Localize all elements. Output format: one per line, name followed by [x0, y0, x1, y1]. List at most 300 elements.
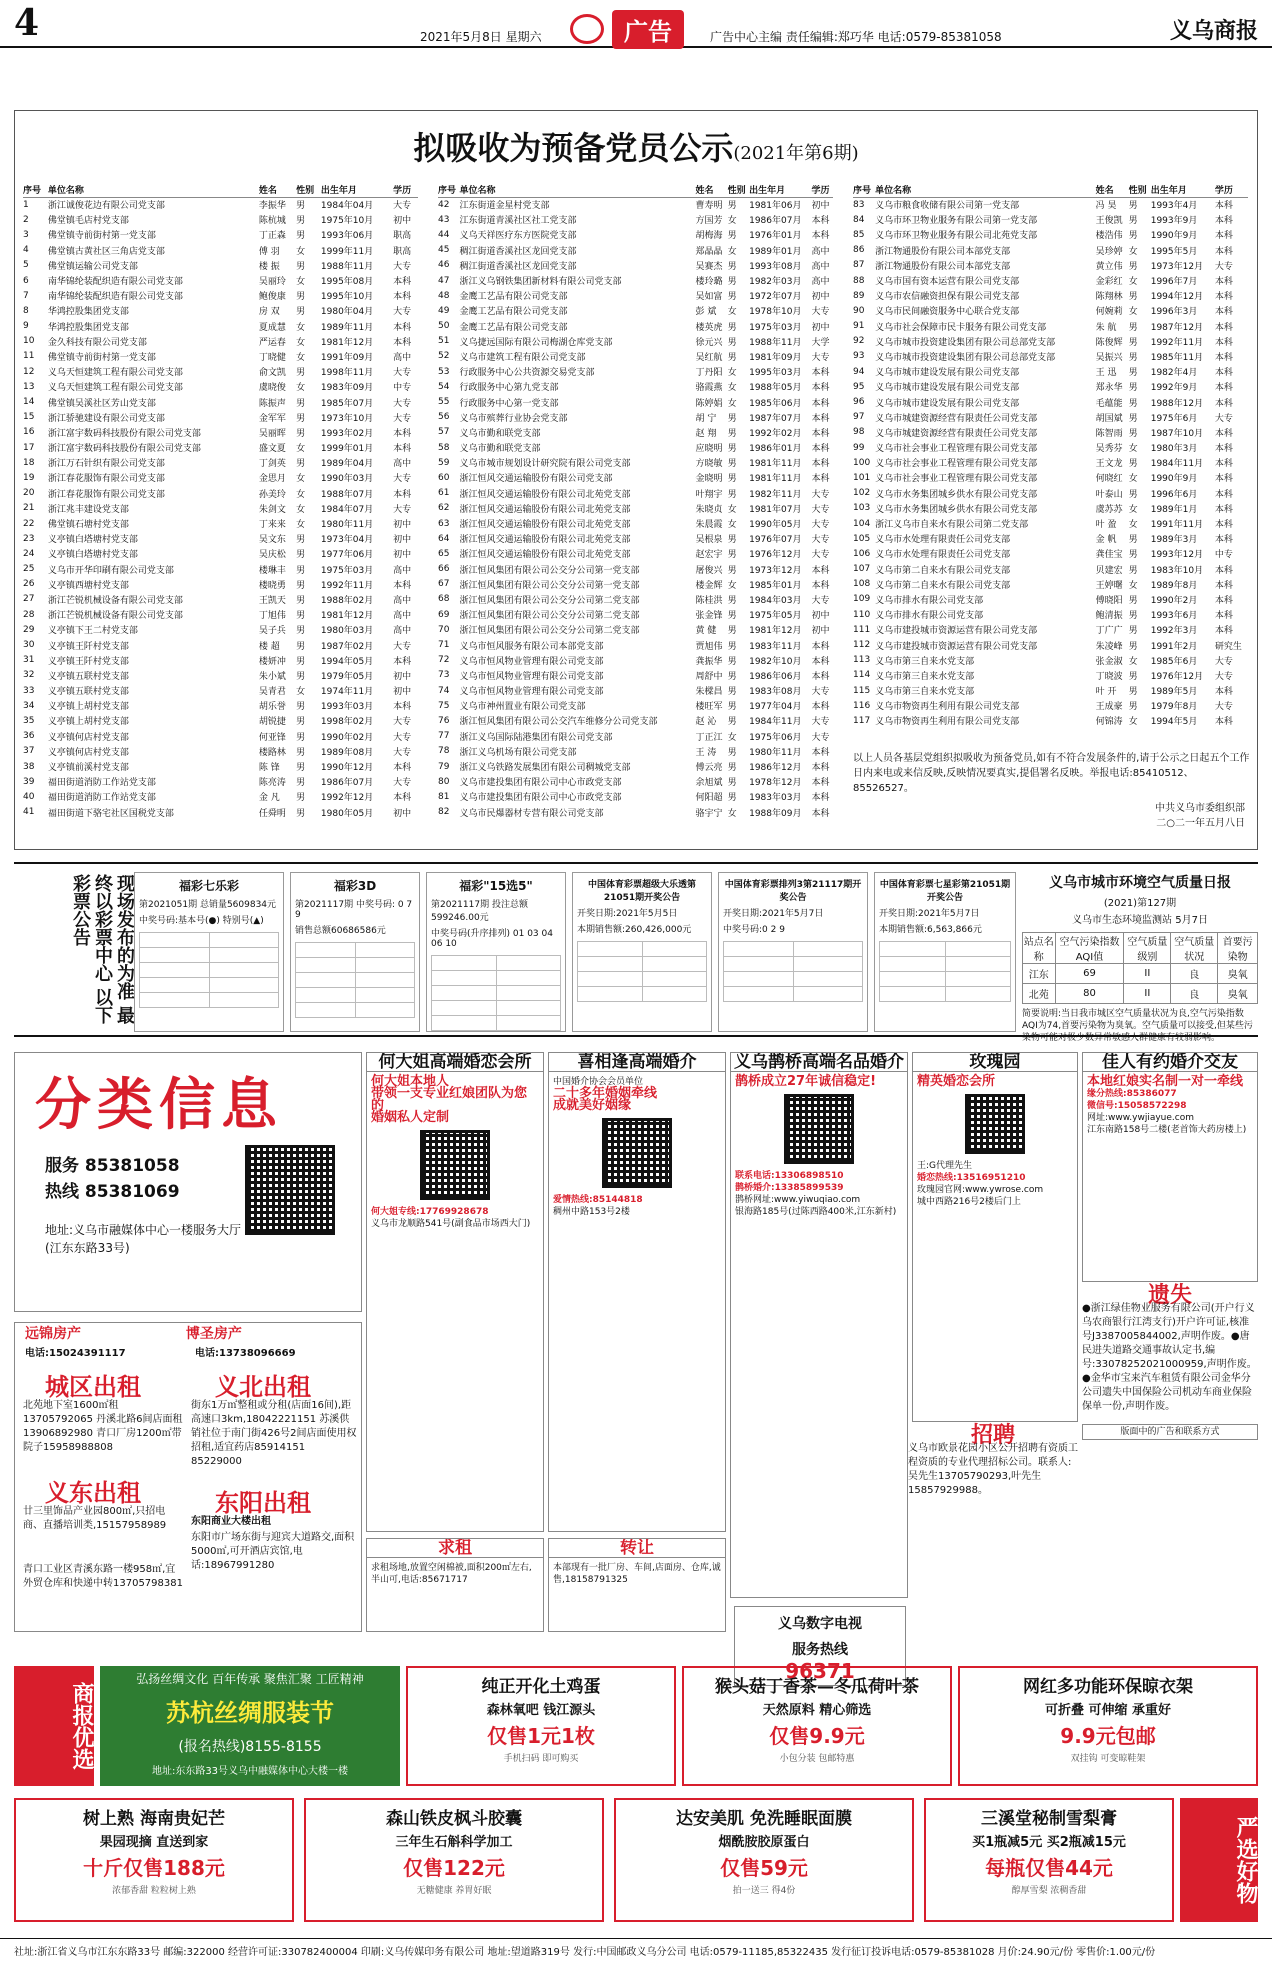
table-cell: 1982年10月 — [749, 656, 802, 667]
table-cell: 1981年07月 — [749, 504, 802, 515]
table-cell: 15 — [23, 412, 35, 423]
table-row — [23, 546, 418, 561]
table-row — [853, 546, 1248, 561]
table-cell: 1989年08月 — [320, 747, 374, 758]
table-row — [23, 698, 418, 713]
table-cell: 本科 — [1214, 580, 1233, 591]
table-cell: 65 — [438, 548, 450, 559]
table-row — [853, 319, 1248, 334]
table-cell: 福田街道下骆宅社区国税党支部 — [47, 808, 174, 819]
air-quality-table: 站点名称 空气污染指数AQI值 空气质量级别 空气质量状况 首要污染物 江东 69 II 良 臭氧 北苑 80 II 良 臭氧 — [1022, 932, 1258, 1004]
table-cell: 98 — [853, 427, 865, 438]
table-row — [438, 622, 833, 637]
table-cell: 楼金辉 — [695, 580, 723, 591]
table-row — [853, 288, 1248, 303]
table-cell: 黄 健 — [695, 626, 717, 637]
table-cell: 高中 — [393, 595, 412, 606]
table-cell: 1991年2月 — [1150, 641, 1198, 652]
table-cell: 本科 — [1214, 292, 1233, 303]
table-cell: 1994年12月 — [1150, 292, 1204, 303]
table-cell: 吴子兵 — [258, 626, 286, 637]
notice-signature: 中共义乌市委组织部 二○二一年五月八日 — [1155, 803, 1245, 829]
table-cell: 109 — [853, 594, 871, 605]
table-cell: 义亭镇西塘村党支部 — [47, 580, 129, 591]
table-row — [23, 243, 418, 258]
table-cell: 初中 — [393, 808, 412, 819]
product-ad[interactable]: 猴头菇丁香茶—冬瓜荷叶茶 天然原料 精心筛选 仅售9.9元 小包分装 包邮特惠 — [682, 1666, 952, 1786]
lottery-box: 中国体育彩票超级大乐透第21051期开奖公告 开奖日期:2021年5月5日 本期销售额:260,426,000元 — [572, 872, 712, 1032]
table-cell: 1975年06月 — [749, 732, 802, 743]
table-cell: 1991年09月 — [320, 352, 374, 363]
table-cell: 浙江兆丰建设党支部 — [47, 504, 129, 515]
table-cell: 吴珍婷 — [1095, 246, 1123, 257]
table-cell: 1976年12月 — [1150, 671, 1204, 682]
table-cell: 1982年11月 — [749, 489, 802, 500]
table-row — [23, 683, 418, 698]
notice-column-3 — [853, 183, 1248, 729]
table-cell: 85 — [853, 229, 865, 240]
table-cell: 1979年05月 — [320, 671, 374, 682]
table-cell: 本科 — [1214, 504, 1233, 515]
table-cell: 本科 — [1214, 322, 1233, 333]
table-cell: 男 — [296, 535, 306, 546]
qr-code-icon — [420, 1130, 490, 1200]
table-cell: 义乌市开华印刷有限公司党支部 — [47, 565, 174, 576]
table-cell: 女 — [296, 322, 306, 333]
table-cell: 19 — [23, 472, 35, 483]
table-cell: 男 — [296, 307, 306, 318]
table-cell: 66 — [438, 564, 450, 575]
table-cell: 丁广广 — [1095, 626, 1123, 637]
table-cell: 男 — [727, 565, 737, 576]
table-cell: 男 — [296, 747, 306, 758]
notice-header-cell: 性别 — [1129, 183, 1151, 197]
table-cell: 周舒中 — [695, 671, 723, 682]
table-cell: 34 — [23, 700, 35, 711]
classified-title: 分类信息 — [35, 1072, 283, 1138]
table-cell: 张金淑 — [1095, 656, 1123, 667]
table-cell: 1990年9月 — [1150, 474, 1198, 485]
table-cell: 1974年11月 — [320, 687, 374, 698]
notice-table — [23, 183, 418, 820]
table-cell: 义乌市水务集团城乡供水有限公司党支部 — [875, 504, 1038, 515]
table-cell: 方国芳 — [695, 216, 723, 227]
table-cell: 男 — [1128, 368, 1138, 379]
table-cell: 1978年12月 — [749, 778, 802, 789]
table-cell: 82 — [438, 807, 450, 818]
table-cell: 1999年11月 — [320, 246, 374, 257]
table-cell: 1993年02月 — [320, 428, 374, 439]
table-cell: 职高 — [393, 246, 412, 257]
table-cell: 中专 — [393, 383, 412, 394]
table-cell: 男 — [296, 231, 306, 242]
table-row — [438, 303, 833, 318]
table-cell: 大专 — [393, 398, 412, 409]
table-cell: 朱 航 — [1095, 322, 1117, 333]
table-cell: 27 — [23, 594, 35, 605]
table-cell: 1984年11月 — [1150, 459, 1204, 470]
table-cell: 大专 — [811, 520, 830, 531]
table-cell: 93 — [853, 351, 865, 362]
table-cell: 浙江骄驰建设有限公司党支部 — [47, 413, 165, 424]
digital-tv-hotline: 义乌数字电视 服务热线 96371 — [734, 1606, 906, 1686]
table-cell: 楼 振 — [258, 261, 280, 272]
table-cell: 男 — [296, 292, 306, 303]
table-cell: 104 — [853, 518, 871, 529]
table-cell: 男 — [1128, 201, 1138, 212]
table-cell: 1973年12月 — [749, 565, 802, 576]
table-cell: 大专 — [393, 504, 412, 515]
table-cell: 1981年12月 — [320, 611, 374, 622]
table-row — [438, 273, 833, 288]
notice-header-cell: 序号 — [853, 183, 875, 197]
notice-header-cell: 出生年月 — [1151, 183, 1215, 197]
table-cell: 本科 — [393, 580, 412, 591]
table-row — [853, 349, 1248, 364]
table-cell: 浙江恒风集团有限公司公交分公司第二党支部 — [459, 595, 640, 606]
table-cell: 36 — [23, 731, 35, 742]
table-cell: 1987年07月 — [749, 413, 802, 424]
product-ad[interactable]: 纯正开化土鸡蛋 森林氧吧 钱江源头 仅售1元1枚 手机扫码 即可购买 — [406, 1666, 676, 1786]
table-cell: 女 — [727, 520, 737, 531]
table-cell: 房 双 — [258, 307, 280, 318]
table-cell: 骆宇宁 — [695, 808, 723, 819]
table-cell: 大专 — [393, 201, 412, 212]
table-cell: 胡锐捷 — [258, 717, 286, 728]
table-cell: 84 — [853, 214, 865, 225]
table-cell: 本科 — [1214, 307, 1233, 318]
table-cell: 本科 — [393, 322, 412, 333]
table-cell: 浙江物通股份有限公司本部党支部 — [875, 246, 1011, 257]
table-cell: 义乌市恒风物业管理有限公司党支部 — [459, 671, 604, 682]
table-cell: 52 — [438, 351, 450, 362]
table-cell: 32 — [23, 670, 35, 681]
table-cell: 9 — [23, 321, 29, 332]
table-row — [853, 258, 1248, 273]
table-cell: 义亭镇上胡村党支部 — [47, 717, 129, 728]
table-row — [23, 379, 418, 394]
table-cell: 浙江恒风集团有限公司公交分公司第二党支部 — [459, 626, 640, 637]
table-cell: 71 — [438, 640, 450, 651]
table-cell: 初中 — [811, 626, 830, 637]
table-cell: 37 — [23, 746, 35, 757]
table-cell: 男 — [1128, 671, 1138, 682]
table-cell: 义乌市物资再生利用有限公司党支部 — [875, 717, 1020, 728]
table-cell: 女 — [1128, 277, 1138, 288]
table-cell: 本科 — [1214, 231, 1233, 242]
table-cell: 本科 — [393, 428, 412, 439]
table-cell: 浙江义乌市自来水有限公司第二党支部 — [875, 520, 1029, 531]
table-cell: 女 — [1128, 504, 1138, 515]
table-cell: 义乌市恒风物业管理有限公司党支部 — [459, 656, 604, 667]
matchmaking-ad: 义乌鹊桥高端名品婚介 鹊桥成立27年诚信稳定! 联系电话:13306898510 鹊桥婚介:13385899539 鹊桥网址:www.yiwuqiao.com 银海路185号(过陈西路400米,江东新村) — [730, 1052, 908, 1598]
table-cell: 初中 — [811, 292, 830, 303]
table-row — [23, 592, 418, 607]
table-row — [23, 486, 418, 501]
table-row — [853, 607, 1248, 622]
table-cell: 王俊凯 — [1095, 216, 1123, 227]
table-row — [23, 364, 418, 379]
table-cell: 105 — [853, 533, 871, 544]
table-row — [23, 440, 418, 455]
table-cell: 54 — [438, 381, 450, 392]
table-cell: 吴丽晖 — [258, 428, 286, 439]
table-cell: 112 — [853, 640, 871, 651]
table-cell: 行政服务中心第一党支部 — [459, 398, 559, 409]
table-cell: 义乌市城市建设发展有限公司党支部 — [875, 368, 1020, 379]
table-row — [23, 334, 418, 349]
table-cell: 胡国斌 — [1095, 413, 1123, 424]
table-cell: 大专 — [811, 504, 830, 515]
table-cell: 1983年03月 — [749, 793, 802, 804]
table-cell: 义乌市粮食收储有限公司第一党支部 — [875, 201, 1020, 212]
table-cell: 赵 沁 — [695, 717, 717, 728]
table-cell: 1984年07月 — [320, 504, 374, 515]
table-cell: 吴青君 — [258, 687, 286, 698]
table-cell: 大专 — [393, 778, 412, 789]
table-cell: 吴根泉 — [695, 535, 723, 546]
product-ad[interactable]: 树上熟 海南贵妃芒 果园现摘 直送到家 十斤仅售188元 浓郁香甜 粒粒树上熟 — [14, 1798, 294, 1922]
table-row — [23, 744, 418, 759]
table-cell: 男 — [296, 201, 306, 212]
table-cell: 大专 — [811, 595, 830, 606]
table-cell: 39 — [23, 776, 35, 787]
table-cell: 111 — [853, 624, 871, 635]
rental-heading: 义北出租 — [215, 1372, 311, 1401]
table-cell: 40 — [23, 791, 35, 802]
table-cell: 义乌市建筑工程有限公司党支部 — [459, 352, 586, 363]
table-cell: 女 — [1128, 520, 1138, 531]
table-cell: 28 — [23, 609, 35, 620]
table-cell: 何晓红 — [1095, 474, 1123, 485]
table-row — [23, 729, 418, 744]
table-cell: 朱樑昌 — [695, 687, 723, 698]
table-cell: 大专 — [1214, 671, 1233, 682]
table-cell: 108 — [853, 579, 871, 590]
table-cell: 1988年02月 — [320, 595, 374, 606]
table-cell: 1993年9月 — [1150, 216, 1198, 227]
page-footer: 社址:浙江省义乌市江东东路33号 邮编:322000 经营许可证:330782400004 印刷:义乌传媒印务有限公司 地址:望道路319号 发行:中国邮政义乌分公司 电话:0579-11185,85322435 发行征订投诉电话:0579-85381028 月价:24.90元/份 零售价:1.00元/份 — [0, 1938, 1272, 1960]
table-cell: 43 — [438, 214, 450, 225]
table-cell: 男 — [727, 489, 737, 500]
table-cell: 本科 — [393, 489, 412, 500]
table-cell: 1981年11月 — [749, 459, 802, 470]
table-cell: 初中 — [811, 322, 830, 333]
table-cell: 大专 — [393, 413, 412, 424]
table-cell: 虞苏苏 — [1095, 504, 1123, 515]
table-cell: 21 — [23, 503, 35, 514]
table-cell: 1992年11月 — [320, 580, 374, 591]
table-cell: 楼玲璐 — [695, 277, 723, 288]
table-cell: 男 — [296, 702, 306, 713]
table-cell: 1998年02月 — [320, 717, 374, 728]
table-row — [23, 562, 418, 577]
table-row — [438, 227, 833, 242]
table-cell: 女 — [296, 687, 306, 698]
table-row — [438, 789, 833, 804]
table-cell: 4 — [23, 245, 29, 256]
table-row — [23, 425, 418, 440]
table-cell: 吴文东 — [258, 535, 286, 546]
table-cell: 义乌市恒风服务有限公司本部党支部 — [459, 641, 604, 652]
tag-right: 严选好物 — [1180, 1798, 1258, 1922]
notice-header-cell: 序号 — [438, 183, 459, 197]
lottery-box: 中国体育彩票排列3第21117期开奖公告 开奖日期:2021年5月7日 中奖号码:0 2 9 — [718, 872, 868, 1032]
table-cell: 1986年12月 — [749, 763, 802, 774]
issue-date: 2021年5月8日 星期六 — [420, 30, 542, 44]
table-row — [438, 744, 833, 759]
table-cell: 义乌市勤和联党支部 — [459, 444, 541, 455]
table-cell: 大专 — [811, 535, 830, 546]
table-cell: 福田街道消防工作站党支部 — [47, 778, 156, 789]
table-cell: 115 — [853, 685, 871, 696]
table-cell: 佛堂镇寺前街村第一党支部 — [47, 352, 156, 363]
table-cell: 男 — [727, 793, 737, 804]
table-cell: 义乌市排水有限公司党支部 — [875, 595, 984, 606]
table-cell: 91 — [853, 321, 865, 332]
matchmaking-ad: 何大姐高端婚恋会所 何大姐本地人 带领一支专业红娘团队为您的 婚姻私人定制 何大姐专线:17769928678 义乌市龙顺路541号(副食品市场西大门) — [366, 1052, 544, 1532]
table-cell: 男 — [296, 428, 306, 439]
table-cell: 楼 超 — [258, 641, 280, 652]
table-cell: 女 — [1128, 580, 1138, 591]
table-cell: 男 — [1128, 352, 1138, 363]
lottery-box: 福彩"15选5" 第2021117期 投注总额599246.00元 中奖号码(升序排列) 01 03 04 06 10 — [426, 872, 566, 1032]
table-cell: 38 — [23, 761, 35, 772]
table-row — [438, 729, 833, 744]
table-row — [438, 759, 833, 774]
table-cell: 男 — [727, 641, 737, 652]
table-cell: 郑晶晶 — [695, 246, 723, 257]
table-cell: 男 — [296, 656, 306, 667]
table-cell: 35 — [23, 715, 35, 726]
table-row — [853, 713, 1248, 728]
lost-notice: 遗失 ●浙江绿佳物业服务有限公司(开户行义乌农商银行江湾支行)开户许可证,核准号J3387005844002,声明作废。●唐民进失道路交通事故认定书,编号:33078252021000959,声明作废。●金华市宝来汽车租赁有限公司金华分公司遗失中国保险公司机动车商业保险保单一份,声明作废。 版面中的广告和联系方式 — [1082, 1288, 1258, 1632]
table-cell: 1982年03月 — [749, 277, 802, 288]
table-cell: 86 — [853, 245, 865, 256]
table-row — [438, 668, 833, 683]
table-cell: 1990年12月 — [320, 763, 374, 774]
table-cell: 职高 — [393, 231, 412, 242]
hiring-notice: 招聘 义乌市欧景花园小区公开招聘有资质工程资质的专业代理招标公司。联系人:吴先生13705790293,叶先生15857929988。 — [908, 1422, 1078, 1496]
table-cell: 丁来来 — [258, 520, 286, 531]
table-cell: 本科 — [1214, 687, 1233, 698]
table-cell: 男 — [1128, 337, 1138, 348]
table-cell: 女 — [296, 444, 306, 455]
table-row — [853, 592, 1248, 607]
table-cell: 男 — [727, 413, 737, 424]
table-cell: 本科 — [1214, 368, 1233, 379]
table-row — [438, 394, 833, 409]
table-cell: 男 — [727, 201, 737, 212]
product-ad[interactable]: 森山铁皮枫斗胶囊 三年生石斛科学加工 仅售122元 无糖健康 养胃好眠 — [304, 1798, 604, 1922]
table-cell: 浙江春花服饰有限公司党支部 — [47, 489, 165, 500]
product-ad[interactable]: 达安美肌 免洗睡眠面膜 烟酰胺胶原蛋白 仅售59元 拍一送三 得4份 — [614, 1798, 914, 1922]
table-cell: 51 — [438, 336, 450, 347]
table-row — [853, 410, 1248, 425]
table-cell: 89 — [853, 290, 865, 301]
table-cell: 本科 — [811, 398, 830, 409]
table-cell: 1992年9月 — [1150, 383, 1198, 394]
table-cell: 女 — [296, 383, 306, 394]
table-cell: 义亭镇王阡村党支部 — [47, 656, 129, 667]
table-row — [23, 273, 418, 288]
table-cell: 49 — [438, 305, 450, 316]
table-cell: 2 — [23, 214, 29, 225]
table-cell: 本科 — [811, 565, 830, 576]
table-row — [23, 713, 418, 728]
table-cell: 87 — [853, 260, 865, 271]
table-cell: 佛堂镇毛店村党支部 — [47, 216, 129, 227]
table-cell: 女 — [727, 216, 737, 227]
table-cell: 95 — [853, 381, 865, 392]
table-cell: 义乌市神州置业有限公司党支部 — [459, 702, 586, 713]
table-cell: 义乌市水处理有限责任公司党支部 — [875, 535, 1011, 546]
table-cell: 男 — [727, 656, 737, 667]
table-cell: 本科 — [811, 368, 830, 379]
editor-line: 广告中心主编 责任编辑:郑巧华 电话:0579-85381058 — [710, 30, 1002, 44]
notice-header-cell: 单位名称 — [48, 183, 259, 197]
notice-header-cell: 单位名称 — [875, 183, 1096, 197]
table-cell: 男 — [727, 459, 737, 470]
table-cell: 1980年05月 — [320, 808, 374, 819]
table-cell: 1991年11月 — [1150, 520, 1204, 531]
table-cell: 63 — [438, 518, 450, 529]
table-cell: 赵 翔 — [695, 428, 717, 439]
table-cell: 浙江恒风交通运输股份有限公司北苑党支部 — [459, 504, 631, 515]
table-cell: 男 — [727, 763, 737, 774]
table-cell: 本科 — [811, 413, 830, 424]
table-cell: 浙江恒风交通运输股份有限公司北苑党支部 — [459, 489, 631, 500]
table-cell: 赵宏宇 — [695, 550, 723, 561]
table-cell: 男 — [1128, 550, 1138, 561]
table-row — [438, 197, 833, 212]
table-cell: 男 — [727, 292, 737, 303]
table-cell: 冯 昊 — [1095, 201, 1117, 212]
table-cell: 男 — [1128, 489, 1138, 500]
classified-address: 地址:义乌市融媒体中心一楼服务大厅(江东东路33号) — [45, 1223, 242, 1255]
party-member-notice — [14, 110, 1258, 850]
product-ad[interactable]: 三溪堂秘制雪梨膏 买1瓶减5元 买2瓶减15元 每瓶仅售44元 醇厚雪梨 浓稠香甜 — [924, 1798, 1174, 1922]
table-row — [438, 698, 833, 713]
table-cell: 20 — [23, 488, 35, 499]
table-row — [438, 774, 833, 789]
table-cell: 1987年02月 — [320, 641, 374, 652]
table-cell: 屠俊兴 — [695, 565, 723, 576]
table-cell: 男 — [727, 444, 737, 455]
table-cell: 大专 — [393, 717, 412, 728]
product-ad[interactable]: 网红多功能环保晾衣架 可折叠 可伸缩 承重好 9.9元包邮 双挂钩 可变晾鞋架 — [958, 1666, 1258, 1786]
table-cell: 黄立伟 — [1095, 261, 1123, 272]
table-cell: 1989年11月 — [320, 322, 374, 333]
table-row — [438, 713, 833, 728]
table-row — [23, 394, 418, 409]
table-cell: 1986年07月 — [749, 216, 802, 227]
table-cell: 大专 — [811, 307, 830, 318]
table-row — [438, 288, 833, 303]
table-cell: 68 — [438, 594, 450, 605]
table-cell: 楼晓勇 — [258, 580, 286, 591]
table-cell: 浙江富宇数码科技股份有限公司党支部 — [47, 428, 201, 439]
table-cell: 100 — [853, 457, 871, 468]
table-cell: 义亭镇王阡村党支部 — [47, 641, 129, 652]
table-cell: 吴如富 — [695, 292, 723, 303]
table-cell: 佛堂镇吴溪社区芳山党支部 — [47, 398, 156, 409]
table-cell: 1989年3月 — [1150, 535, 1198, 546]
table-cell: 义乌市城市投资建设集团有限公司总部党支部 — [875, 352, 1056, 363]
table-cell: 1995年08月 — [320, 277, 374, 288]
table-cell: 楼琳丰 — [258, 565, 286, 576]
table-cell: 本科 — [1214, 717, 1233, 728]
